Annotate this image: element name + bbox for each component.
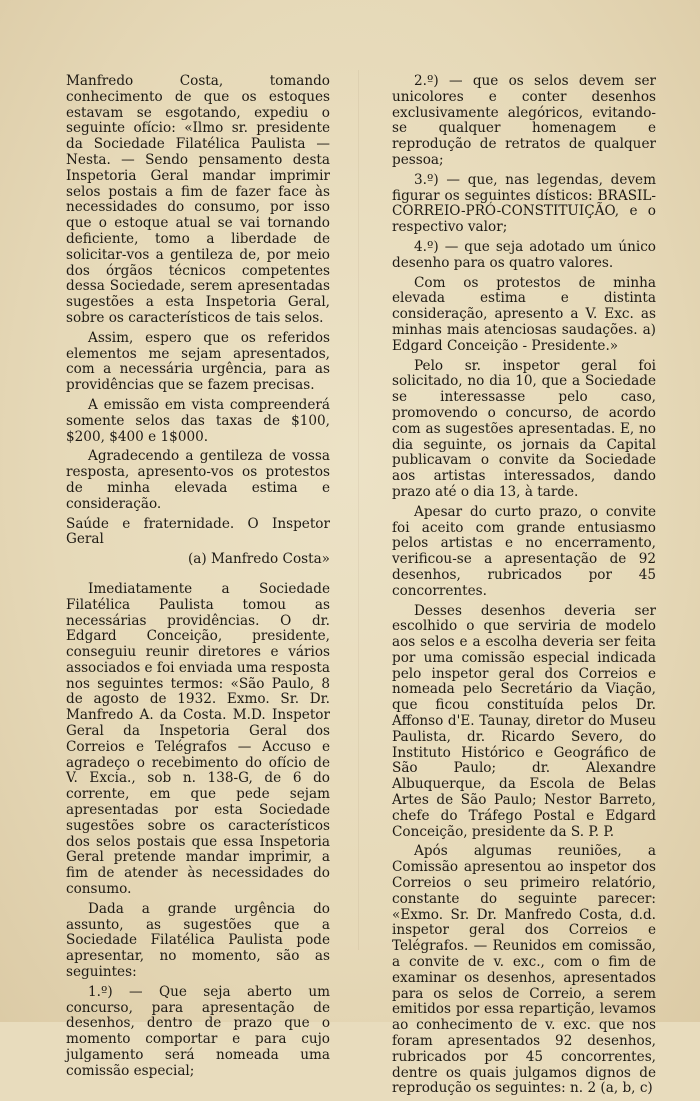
paragraph-resposta: Imediatamente a Sociedade Filatélica Paulista tomou as necessárias providências. O dr. Edgard Conceição, presidente, conseguiu reunir diretores e vários associados e foi enviada uma resposta nos seguintes termos: «São Paulo, 8 de agosto de 1932. Exmo. Sr. Dr. Manfredo A. da Costa. M.D. Inspetor Geral da Inspetoria Geral dos Correios e Telégrafos — Accuso e agradeço o recebimento do ofício de V. Excia., sob n. 138-G, de 6 do corrente, em que pede sejam apresentadas por esta Sociedade sugestões sobre os característicos dos selos postais que essa Inspetoria Geral pretende mandar imprimir, a fim de atender às necessidades do consumo. xyxy=(66,580,330,898)
paragraph-parecer: Após algumas reuniões, a Comissão apresentou ao inspetor dos Correios o seu primeiro relatório, constante do seguinte parecer: «Exmo. Sr. Dr. Manfredo Costa, d.d. inspetor geral dos Correios e Telégrafos. — Reunidos em comissão, a convite de v. exc., com o fim de examinar os desenhos, apresentados para os selos de Correio, a serem emitidos por essa repartição, levamos ao conhecimento de v. exc. que nos foram apresentados 92 desenhos, rubricados por 45 concorrentes, dentre os quais julgamos dignos de reprodução os seguintes: n. 2 (a, b, c) xyxy=(392,843,656,1097)
paragraph-agradecimento: Agradecendo a gentileza de vossa resposta, apresento-vos os protestos de minha elevada estima e consideração. xyxy=(66,448,330,512)
paragraph-saudacao: Saúde e fraternidade. O Inspetor Geral xyxy=(66,515,330,548)
paragraph-urgencia: Assim, espero que os referidos elementos me sejam apresentados, com a necessária urgência, para as providências que se fazem precisas. xyxy=(66,329,330,394)
paragraph-comissao: Desses desenhos deveria ser escolhido o que serviria de modelo aos selos e a escolha deveria ser feita por uma comissão especial indicada pelo inspetor geral dos Correios e nomeada pelo Secretário da Viação, que ficou constituída pelos Dr. Affonso d'E. Taunay, diretor do Museu Paulista, dr. Ricardo Severo, do Instituto Histórico e Geográfico de São Paulo; dr. Alexandre Albuquerque, da Escola de Belas Artes de São Paulo; Nestor Barreto, chefe do Tráfego Postal e Edgard Conceição, presidente da S. P. P. xyxy=(392,602,656,840)
paragraph-solicitacao: Pelo sr. inspetor geral foi solicitado, no dia 10, que a Sociedade se interessasse pelo caso, promovendo o concurso, de acordo com as sugestões apresentadas. E, no dia seguinte, os jornais da Capital publicavam o convite da Sociedade aos artistas interessados, dando prazo até o dia 13, à tarde. xyxy=(392,357,656,500)
paragraph-protestos: Com os protestos de minha elevada estima e distinta consideração, apresento a V. Exc. as minhas mais atenciosas saudações. a) Edgard Conceição - Presidente.» xyxy=(392,274,656,354)
column-divider xyxy=(358,70,359,950)
paragraph-emissao: A emissão em vista compreenderá somente selos das taxas de $100, $200, $400 e 1$000. xyxy=(66,396,330,445)
left-column xyxy=(66,74,330,1084)
signature-manfredo: (a) Manfredo Costa» xyxy=(187,551,330,568)
paragraph-sugestoes: Dada a grande urgência do assunto, as sugestões que a Sociedade Filatélica Paulista pode apresentar, no momento, são as seguintes: xyxy=(66,900,330,981)
paragraph-item-1: 1.º) — Que seja aberto um concurso, para apresentação de desenhos, dentro de prazo que o momento comportar e para cujo julgamento será nomeada uma comissão especial; xyxy=(66,983,330,1079)
paragraph-oficio: Manfredo Costa, tomando conhecimento de que os estoques estavam se esgotando, expediu o seguinte ofício: «Ilmo sr. presidente da Sociedade Filatélica Paulista — Nesta. — Sendo pensamento desta Inspetoria Geral mandar imprimir selos postais a fim de fazer face às necessidades do consumo, por isso que o estoque atual se vai tornando deficiente, tomo a liberdade de solicitar-vos a gentileza de, por meio dos órgãos técnicos competentes dessa Sociedade, serem apresentadas sugestões a esta Inspetoria Geral, sobre os característicos de tais selos. xyxy=(66,73,330,326)
paragraph-item-2: 2.º) — que os selos devem ser unicolores e conter desenhos exclusivamente alegóricos, evitando-se qualquer homenagem e reprodução de retratos de qualquer pessoa; xyxy=(392,73,656,168)
paragraph-prazo: Apesar do curto prazo, o convite foi aceito com grande entusiasmo pelos artistas e no encerramento, verificou-se a apresentação de 92 desenhos, rubricados por 45 concorrentes. xyxy=(392,503,656,599)
right-column xyxy=(392,74,656,1101)
paragraph-item-4: 4.º) — que seja adotado um único desenho para os quatro valores. xyxy=(392,238,656,271)
paragraph-item-3: 3.º) — que, nas legendas, devem figurar os seguintes dísticos: BRASIL-CORREIO-PRÓ-CONSTITUIÇÃO, e o respectivo valor; xyxy=(392,171,656,236)
